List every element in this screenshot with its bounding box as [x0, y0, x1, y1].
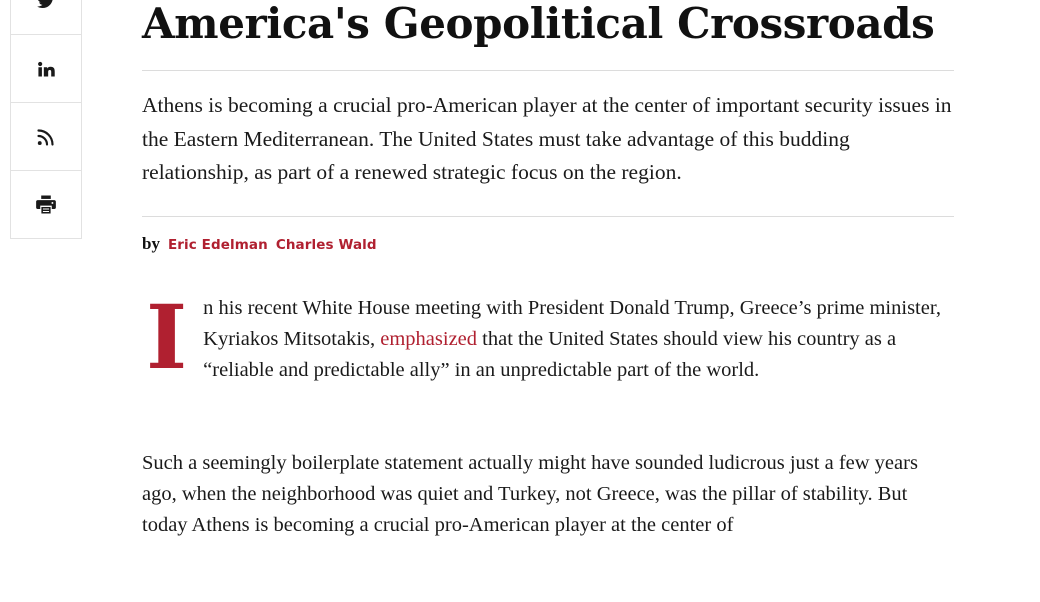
linkedin-icon [36, 59, 56, 79]
article-body [142, 0, 954, 541]
share-linkedin-button[interactable] [11, 35, 81, 103]
article-dek: Athens is becoming a crucial pro-American player at the center of important security issues in the Eastern Mediterranean. The United States must take advantage of this budding relationship, as part of a renewed strategic focus on the region. [142, 93, 952, 184]
paragraph-1-text-a: n his recent White House meeting with President Donald Trump, Greece’s prime minister, Kyriakos Mitsotakis, [203, 296, 941, 350]
twitter-icon [35, 0, 57, 10]
divider-byline [142, 216, 954, 217]
divider-title [142, 70, 954, 71]
paragraph-2: Such a seemingly boilerplate statement actually might have sounded ludicrous just a few years ago, when the neighborhood was quiet and Turkey, not Greece, was the pillar of stability. But today Athens is becoming a crucial pro-American player at the center of [142, 451, 918, 536]
byline-by-label: by [142, 233, 160, 253]
rss-icon [36, 127, 56, 147]
page-title: America's Geopolitical Crossroads [142, 0, 935, 48]
byline [142, 234, 954, 255]
article-text [142, 284, 954, 541]
author-link-2[interactable]: Charles Wald [275, 236, 377, 253]
paragraph-1-text-b: that the United States should view his country as a “reliable and predictable ally” in an unpredictable part of the world. [203, 327, 897, 381]
share-twitter-button[interactable] [11, 0, 81, 35]
print-icon [34, 193, 58, 216]
print-button[interactable] [11, 171, 81, 239]
paragraph-1 [142, 284, 954, 389]
share-rail [10, 0, 82, 239]
inline-link-emphasized[interactable]: emphasized [380, 327, 478, 350]
rss-feed-button[interactable] [11, 103, 81, 171]
drop-cap: I [146, 284, 188, 389]
author-link-1[interactable]: Eric Edelman [167, 236, 268, 253]
